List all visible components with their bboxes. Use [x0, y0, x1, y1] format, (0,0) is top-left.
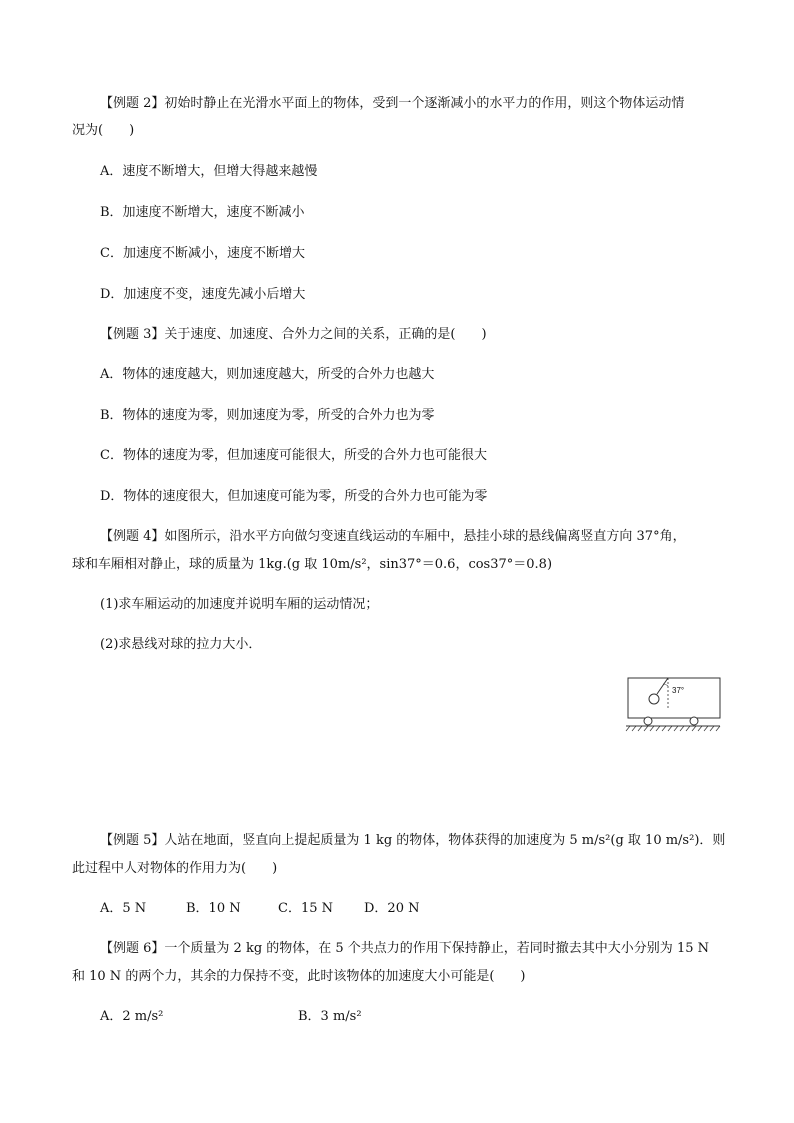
- example-6-stem-line1: 【例题 6】一个质量为 2 kg 的物体，在 5 个共点力的作用下保持静止，若同时撤去其中大小分别为 15 N: [100, 941, 709, 956]
- example-3-option-a: A．物体的速度越大，则加速度越大，所受的合外力也越大: [100, 367, 435, 382]
- example-2-option-c: C．加速度不断减小，速度不断增大: [100, 246, 305, 261]
- example-5-option-a: A．5 N: [100, 901, 147, 916]
- example-2-option-b: B．加速度不断增大，速度不断减小: [100, 205, 305, 220]
- example-5-options: [100, 900, 419, 918]
- example-2-stem-line2: 况为( ): [72, 123, 135, 138]
- example-3-option-c: C．物体的速度为零，但加速度可能很大，所受的合外力也可能很大: [100, 448, 487, 463]
- angle-label: 37°: [672, 686, 685, 695]
- example-6-option-a: A．2 m/s²: [100, 1009, 164, 1024]
- example-3-option-d: D．物体的速度很大，但加速度可能为零，所受的合外力也可能为零: [100, 489, 488, 504]
- example-3-option-b: B．物体的速度为零，则加速度为零，所受的合外力也为零: [100, 408, 435, 423]
- example-4-stem-line2: 球和车厢相对静止，球的质量为 1kg.(g 取 10m/s²，sin37°＝0.6，cos37°＝0.8): [72, 557, 553, 572]
- carriage-pendulum-figure: [622, 674, 724, 732]
- example-6-option-b: B．3 m/s²: [298, 1009, 362, 1024]
- example-3-stem: 【例题 3】关于速度、加速度、合外力之间的关系，正确的是( ): [100, 327, 487, 342]
- example-2-option-a: A．速度不断增大，但增大得越来越慢: [100, 164, 318, 179]
- example-5-option-c: C．15 N: [278, 901, 333, 916]
- example-4-question-1: (1)求车厢运动的加速度并说明车厢的运动情况；: [100, 597, 379, 612]
- example-5-option-d: D．20 N: [364, 901, 420, 916]
- example-5-stem-line2: 此过程中人对物体的作用力为( ): [72, 861, 278, 876]
- example-6-stem-line2: 和 10 N 的两个力，其余的力保持不变，此时该物体的加速度大小可能是( ): [72, 969, 526, 984]
- example-6-options: [100, 1008, 362, 1026]
- example-5-option-b: B．10 N: [186, 901, 241, 916]
- example-4-question-2: (2)求悬线对球的拉力大小．: [100, 637, 262, 652]
- example-2-stem-line1: 【例题 2】初始时静止在光滑水平面上的物体，受到一个逐渐减小的水平力的作用，则这个物体运动情: [100, 96, 685, 111]
- example-4-stem-line1: 【例题 4】如图所示，沿水平方向做匀变速直线运动的车厢中，悬挂小球的悬线偏离竖直方向 37°角，: [100, 529, 686, 544]
- example-2-option-d: D．加速度不变，速度先减小后增大: [100, 287, 306, 302]
- example-5-stem-line1: 【例题 5】人站在地面，竖直向上提起质量为 1 kg 的物体，物体获得的加速度为 5 m/s²(g 取 10 m/s²)．则: [100, 833, 726, 848]
